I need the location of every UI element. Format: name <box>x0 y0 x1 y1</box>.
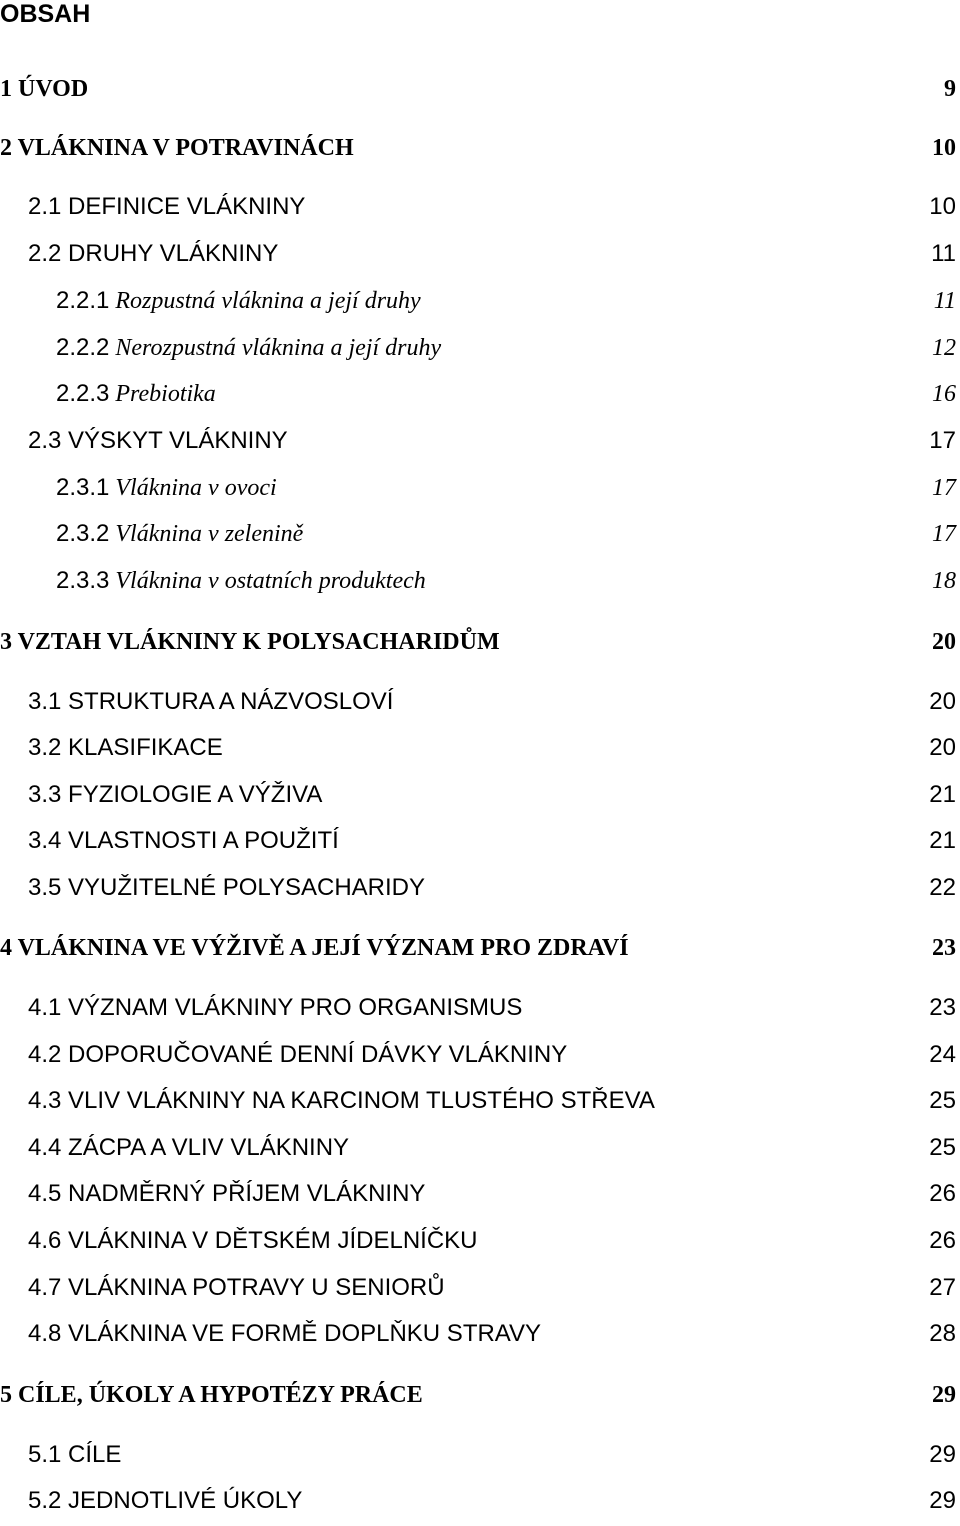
toc-entry-text: VÝSKYT VLÁKNINY <box>61 427 288 454</box>
toc-entry[interactable] <box>0 519 960 549</box>
toc-entry[interactable] <box>0 780 960 810</box>
toc-entry[interactable] <box>0 473 960 503</box>
toc-entry-number: 4.3 <box>28 1087 62 1114</box>
toc-entry-page: 16 <box>932 381 956 407</box>
toc-entry-title <box>28 1040 567 1070</box>
toc-entry-title <box>28 239 278 269</box>
toc-entry-title <box>28 1486 302 1516</box>
toc-entry-page: 26 <box>929 1227 956 1254</box>
toc-entry[interactable] <box>0 1486 960 1516</box>
toc-entry-text: JEDNOTLIVÉ ÚKOLY <box>61 1487 303 1514</box>
toc-entry[interactable] <box>0 873 960 903</box>
toc-entry-title <box>28 1133 349 1163</box>
toc-entry[interactable] <box>0 627 960 657</box>
toc-entry-page: 21 <box>929 827 956 854</box>
toc-entry-title <box>56 333 441 363</box>
toc-entry-page: 25 <box>929 1087 956 1114</box>
toc-entry-number: 2.3 <box>28 427 62 454</box>
toc-entry-title <box>28 1440 121 1470</box>
toc-entry-page: 27 <box>929 1274 956 1301</box>
toc-entry-title <box>28 1226 477 1256</box>
toc-entry-number: 1 <box>0 76 12 102</box>
toc-entry[interactable] <box>0 1179 960 1209</box>
toc-entry-page: 21 <box>929 781 956 808</box>
toc-entry-page: 29 <box>929 1441 956 1468</box>
toc-entry[interactable] <box>0 1380 960 1410</box>
toc-entry-page: 20 <box>929 734 956 761</box>
toc-entry-number: 2.2.2 <box>56 334 110 361</box>
toc-entry-page: 26 <box>929 1180 956 1207</box>
toc-entry-text: Prebiotika <box>109 381 216 407</box>
toc-entry-text: DOPORUČOVANÉ DENNÍ DÁVKY VLÁKNINY <box>61 1041 568 1068</box>
toc-entry[interactable] <box>0 426 960 456</box>
toc-entry-page: 17 <box>932 521 956 547</box>
toc-entry-number: 3.5 <box>28 874 62 901</box>
toc-entry[interactable] <box>0 687 960 717</box>
toc-entry-number: 3 <box>0 629 12 655</box>
toc-entry-number: 4 <box>0 935 12 961</box>
toc-entry-title <box>56 566 426 596</box>
toc-entry-title <box>56 286 421 316</box>
toc-entry-title <box>28 873 425 903</box>
toc-entry[interactable] <box>0 733 960 763</box>
toc-entry-number: 4.6 <box>28 1227 62 1254</box>
toc-entry[interactable] <box>0 239 960 269</box>
toc-entry-number: 4.8 <box>28 1320 62 1347</box>
toc-entry[interactable] <box>0 1133 960 1163</box>
toc-entry-number: 2.2 <box>28 240 62 267</box>
toc-entry-number: 3.4 <box>28 827 62 854</box>
toc-entry-text: VZTAH VLÁKNINY K POLYSACHARIDŮM <box>12 629 500 655</box>
toc-entry-page: 29 <box>929 1487 956 1514</box>
toc-entry-number: 2.3.2 <box>56 520 110 547</box>
toc-entry-title <box>0 1380 423 1410</box>
toc-entry-title <box>56 473 277 503</box>
toc-entry-text: VLÁKNINA POTRAVY U SENIORŮ <box>61 1274 445 1301</box>
toc-entry-title <box>28 826 339 856</box>
toc-entry-text: VÝZNAM VLÁKNINY PRO ORGANISMUS <box>61 994 523 1021</box>
toc-entry-page: 29 <box>932 1382 956 1408</box>
toc-entry[interactable] <box>0 192 960 222</box>
toc-entry-title <box>0 627 500 657</box>
toc-entry-number: 2.3.3 <box>56 567 110 594</box>
toc-entry-text: VYUŽITELNÉ POLYSACHARIDY <box>61 874 426 901</box>
toc-entry[interactable] <box>0 333 960 363</box>
toc-entry-text: VLIV VLÁKNINY NA KARCINOM TLUSTÉHO STŘEVA <box>61 1087 655 1114</box>
toc-entry-text: Vláknina v ovoci <box>109 475 277 501</box>
toc-entry[interactable] <box>0 379 960 409</box>
toc-entry-page: 17 <box>929 427 956 454</box>
toc-entry-number: 2.1 <box>28 193 62 220</box>
toc-entry-page: 20 <box>932 629 956 655</box>
toc-entry-number: 3.3 <box>28 781 62 808</box>
toc-entry-title <box>56 379 216 409</box>
toc-entry-number: 3.1 <box>28 688 62 715</box>
toc-entry-title <box>28 733 223 763</box>
toc-entry-text: VLÁKNINA V DĚTSKÉM JÍDELNÍČKU <box>61 1227 478 1254</box>
toc-entry-page: 18 <box>932 568 956 594</box>
toc-entry-page: 11 <box>931 240 956 267</box>
toc-entry-text: VLÁKNINA VE FORMĚ DOPLŇKU STRAVY <box>61 1320 542 1347</box>
toc-entry-text: CÍLE <box>61 1441 122 1468</box>
toc-entry[interactable] <box>0 286 960 316</box>
toc-entry-page: 17 <box>932 475 956 501</box>
toc-entry-text: ÚVOD <box>12 76 89 102</box>
toc-entry-text: VLÁKNINA V POTRAVINÁCH <box>12 135 354 161</box>
toc-entry-page: 22 <box>929 874 956 901</box>
toc-entry-page: 23 <box>932 935 956 961</box>
toc-entry-number: 2 <box>0 135 12 161</box>
toc-entry-page: 9 <box>944 76 956 102</box>
toc-entry-number: 2.2.3 <box>56 380 110 407</box>
toc-entry[interactable] <box>0 1040 960 1070</box>
toc-entry[interactable] <box>0 1226 960 1256</box>
toc-entry-title <box>0 933 629 963</box>
toc-entry[interactable] <box>0 933 960 963</box>
toc-entry[interactable] <box>0 133 960 163</box>
toc-entry-title <box>28 1319 541 1349</box>
toc-entry-number: 2.3.1 <box>56 474 110 501</box>
toc-entry-page: 12 <box>932 335 956 361</box>
toc-entry-title <box>28 687 393 717</box>
toc-entry[interactable] <box>0 826 960 856</box>
page-title: OBSAH <box>0 0 91 28</box>
toc-entry[interactable] <box>0 1319 960 1349</box>
toc-entry-title <box>28 993 522 1023</box>
toc-entry-number: 4.7 <box>28 1274 62 1301</box>
toc-entry-text: DRUHY VLÁKNINY <box>61 240 279 267</box>
toc-entry-page: 25 <box>929 1134 956 1161</box>
toc-entry[interactable] <box>0 1440 960 1470</box>
toc-entry-text: CÍLE, ÚKOLY A HYPOTÉZY PRÁCE <box>12 1382 423 1408</box>
toc-entry-number: 4.2 <box>28 1041 62 1068</box>
toc-entry-text: VLASTNOSTI A POUŽITÍ <box>61 827 339 854</box>
toc-entry-title <box>28 1086 655 1116</box>
toc-entry-number: 5 <box>0 1382 12 1408</box>
toc-entry[interactable] <box>0 1273 960 1303</box>
toc-entry-text: VLÁKNINA VE VÝŽIVĚ A JEJÍ VÝZNAM PRO ZDRAVÍ <box>12 935 629 961</box>
toc-entry-number: 4.1 <box>28 994 62 1021</box>
toc-entry-text: NADMĚRNÝ PŘÍJEM VLÁKNINY <box>61 1180 426 1207</box>
toc-entry[interactable] <box>0 1086 960 1116</box>
toc-entry-title <box>28 1179 425 1209</box>
toc-entry-page: 24 <box>929 1041 956 1068</box>
toc-entry-title <box>0 74 88 104</box>
toc-entry-page: 10 <box>932 135 956 161</box>
toc-entry-page: 28 <box>929 1320 956 1347</box>
toc-entry-title <box>0 133 354 163</box>
toc-entry-title <box>28 192 305 222</box>
toc-entry-text: DEFINICE VLÁKNINY <box>61 193 306 220</box>
toc-entry-number: 5.2 <box>28 1487 62 1514</box>
toc-entry[interactable] <box>0 993 960 1023</box>
toc-entry-number: 3.2 <box>28 734 62 761</box>
toc-entry[interactable] <box>0 74 960 104</box>
toc-entry-text: Nerozpustná vláknina a její druhy <box>109 335 442 361</box>
toc-entry-page: 10 <box>929 193 956 220</box>
toc-entry-text: Vláknina v ostatních produktech <box>109 568 426 594</box>
toc-entry-number: 4.4 <box>28 1134 62 1161</box>
toc-entry-page: 11 <box>933 288 956 314</box>
toc-entry-title <box>28 1273 445 1303</box>
toc-entry-text: Rozpustná vláknina a její druhy <box>109 288 421 314</box>
toc-entry-number: 4.5 <box>28 1180 62 1207</box>
toc-entry-page: 23 <box>929 994 956 1021</box>
toc-entry-text: KLASIFIKACE <box>61 734 223 761</box>
toc-entry-title <box>28 780 322 810</box>
toc-entry-title <box>56 519 303 549</box>
toc-entry-page: 20 <box>929 688 956 715</box>
toc-entry-title <box>28 426 288 456</box>
toc-entry-text: STRUKTURA A NÁZVOSLOVÍ <box>61 688 394 715</box>
toc-entry-number: 5.1 <box>28 1441 62 1468</box>
toc-entry-text: ZÁCPA A VLIV VLÁKNINY <box>61 1134 350 1161</box>
toc-entry-text: Vláknina v zelenině <box>109 521 304 547</box>
toc-entry-number: 2.2.1 <box>56 287 110 314</box>
toc-entry[interactable] <box>0 566 960 596</box>
toc-entry-text: FYZIOLOGIE A VÝŽIVA <box>61 781 323 808</box>
